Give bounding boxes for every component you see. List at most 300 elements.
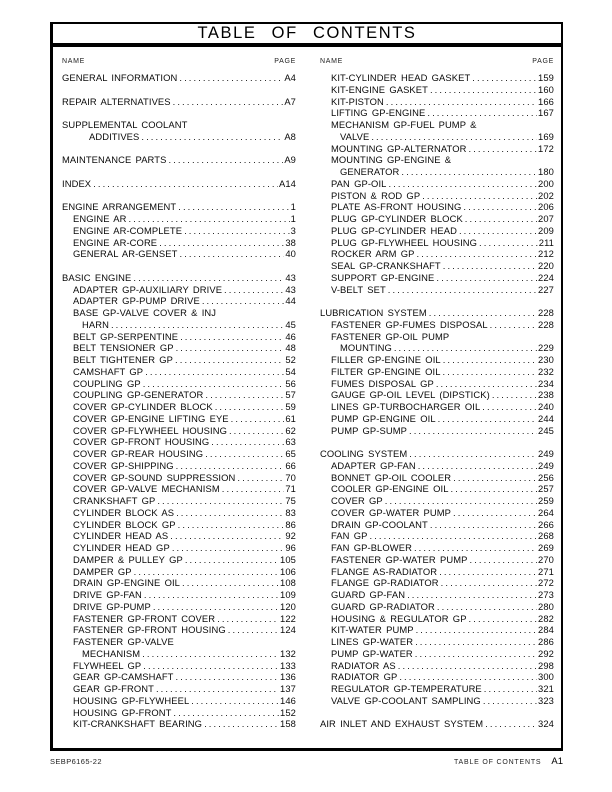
toc-entry-page: A9 <box>284 154 296 166</box>
toc-entry-page: 152 <box>280 706 296 718</box>
toc-entry-page: 257 <box>538 483 554 495</box>
toc-entry-label: HARN <box>82 318 109 330</box>
toc-entry <box>62 624 296 636</box>
toc-leader <box>422 190 537 201</box>
toc-entry-label: BASIC ENGINE <box>62 271 132 283</box>
toc-leader <box>133 272 284 283</box>
toc-entry-label: RADIATOR GP <box>331 671 398 683</box>
toc-entry-label: MECHANISM <box>82 647 141 659</box>
toc-entry-page: 238 <box>538 389 554 401</box>
toc-entry-label: AIR INLET AND EXHAUST SYSTEM <box>320 718 484 730</box>
toc-entry <box>320 213 554 225</box>
toc-entry-label: COVER GP-CYLINDER BLOCK <box>73 401 213 412</box>
toc-entry-page: 245 <box>538 424 554 436</box>
toc-entry-label: PLUG GP-CYLINDER BLOCK <box>331 213 463 224</box>
toc-leader <box>202 295 285 306</box>
toc-entry <box>62 577 296 589</box>
toc-entry-page: 54 <box>285 365 296 377</box>
toc-leader <box>416 624 537 635</box>
toc-entry <box>320 272 554 284</box>
toc-leader <box>211 436 284 447</box>
toc-entry <box>320 143 554 155</box>
toc-entry-page: 40 <box>285 248 296 260</box>
toc-entry-label: MECHANISM GP-FUEL PUMP & <box>331 119 477 130</box>
toc-leader <box>479 237 538 248</box>
toc-entry-label: ENGINE ARRANGEMENT <box>62 201 177 213</box>
toc-entry-label: COOLING SYSTEM <box>320 448 408 459</box>
toc-entry <box>320 542 554 554</box>
toc-entry-page: 62 <box>285 424 296 436</box>
footer-page-number: A1 <box>551 756 563 767</box>
toc-entry <box>62 683 296 695</box>
toc-entry-label: RADIATOR AS <box>331 659 396 671</box>
toc-leader <box>141 131 283 142</box>
toc-entry-label: FLYWHEEL GP <box>73 659 142 671</box>
toc-entry-label: GENERAL INFORMATION <box>62 72 178 83</box>
toc-entry-page: 266 <box>538 518 554 530</box>
toc-entry <box>62 378 296 390</box>
toc-leader <box>175 354 284 365</box>
toc-entry-page: 264 <box>538 506 554 518</box>
toc-entry-label: COVER GP-SHIPPING <box>73 459 174 471</box>
toc-entry-page: 169 <box>538 130 554 142</box>
toc-entry <box>62 131 296 143</box>
toc-entry <box>320 613 554 625</box>
toc-entry-page: 96 <box>285 542 296 553</box>
page-footer <box>50 756 563 767</box>
toc-entry-page: 133 <box>280 659 296 671</box>
toc-entry <box>62 401 296 413</box>
toc-entry <box>62 483 296 495</box>
toc-entry <box>320 201 554 213</box>
toc-entry <box>62 178 296 190</box>
toc-entry-page: 292 <box>538 647 554 659</box>
toc-entry-label: CYLINDER HEAD GP <box>73 542 170 553</box>
toc-entry <box>62 601 296 613</box>
toc-leader <box>178 201 289 212</box>
toc-entry <box>320 284 554 296</box>
toc-leader <box>443 260 537 271</box>
toc-leader <box>441 577 537 588</box>
toc-entry-label: SUPPLEMENTAL COOLANT <box>62 119 188 130</box>
toc-entry-label: FLANGE GP-RADIATOR <box>331 577 439 589</box>
toc-leader <box>369 530 537 541</box>
toc-entry <box>62 589 296 601</box>
column-header-row-right <box>320 58 554 65</box>
toc-leader <box>191 695 279 706</box>
toc-entry-label: ADAPTER GP-PUMP DRIVE <box>73 295 200 307</box>
toc-rows-right <box>320 72 554 730</box>
toc-entry-page: 61 <box>285 412 296 424</box>
footer-right <box>454 756 563 767</box>
toc-entry-page: 244 <box>538 412 554 424</box>
toc-entry <box>62 284 296 296</box>
footer-label: TABLE OF CONTENTS <box>454 759 542 766</box>
toc-leader <box>415 636 537 647</box>
toc-entry <box>62 519 296 531</box>
toc-entry-page: 271 <box>538 565 554 577</box>
toc-entry-page: 324 <box>538 718 554 730</box>
toc-entry <box>62 613 296 625</box>
toc-entry-label: COVER GP-FRONT HOUSING <box>73 436 210 448</box>
toc-entry-page: 108 <box>280 577 296 589</box>
toc-leader <box>228 624 279 635</box>
toc-entry-page: 160 <box>538 83 554 95</box>
toc-entry-label: FASTENER GP-FRONT HOUSING <box>73 624 226 636</box>
toc-entry-label: COUPLING GP-GENERATOR <box>73 389 204 401</box>
toc-spacer <box>62 190 296 202</box>
toc-entry-label: FASTENER GP-FUMES DISPOSAL <box>331 318 488 330</box>
toc-entry-label: COOLER GP-ENGINE OIL <box>331 483 449 495</box>
toc-entry <box>62 342 296 354</box>
toc-entry-label: DAMPER & PULLEY GP <box>73 553 183 565</box>
toc-entry-label: COVER GP-FLYWHEEL HOUSING <box>73 424 227 436</box>
toc-entry <box>320 413 554 425</box>
toc-entry <box>320 354 554 366</box>
toc-leader <box>394 342 537 353</box>
toc-title-box <box>50 22 563 45</box>
toc-entry-label: SUPPORT GP-ENGINE <box>331 271 435 283</box>
toc-entry-label: COVER GP <box>331 495 383 506</box>
toc-entry-label: GEAR GP-CAMSHAFT <box>73 671 174 683</box>
toc-entry-page: 136 <box>280 671 296 683</box>
toc-leader <box>484 683 537 694</box>
toc-entry-page: A14 <box>279 177 296 189</box>
toc-entry-page: 1 <box>290 213 296 224</box>
toc-entry <box>62 671 296 683</box>
toc-entry-label: HOUSING GP-FLYWHEEL <box>73 694 190 706</box>
toc-entry-page: 232 <box>538 365 554 377</box>
toc-entry-page: A4 <box>284 72 296 83</box>
toc-entry-page: 46 <box>285 330 296 342</box>
toc-entry-page: 321 <box>538 683 554 694</box>
toc-leader <box>111 319 284 330</box>
toc-leader <box>443 354 537 365</box>
toc-entry <box>62 201 296 213</box>
toc-entry <box>320 389 554 401</box>
toc-leader <box>436 378 537 389</box>
toc-entry <box>62 213 296 225</box>
toc-leader <box>143 660 279 671</box>
toc-entry <box>320 237 554 249</box>
toc-leader <box>157 495 284 506</box>
toc-leader <box>144 589 279 600</box>
toc-leader <box>229 425 284 436</box>
toc-entry <box>62 507 296 519</box>
toc-leader <box>388 284 537 295</box>
toc-entry-label: ENGINE AR-CORE <box>73 236 158 248</box>
toc-entry <box>320 342 554 354</box>
toc-entry <box>320 307 554 319</box>
toc-entry-page: 56 <box>285 377 296 389</box>
toc-entry-label: FASTENER GP-VALVE <box>73 636 174 647</box>
toc-leader <box>134 566 279 577</box>
toc-entry <box>320 472 554 484</box>
toc-entry <box>320 601 554 613</box>
toc-entry <box>62 660 296 672</box>
toc-entry-label: COVER GP-WATER PUMP <box>331 506 452 518</box>
toc-leader <box>179 248 284 259</box>
toc-entry-page: 230 <box>538 354 554 365</box>
toc-entry-page: 159 <box>538 72 554 83</box>
toc-entry <box>62 695 296 707</box>
toc-entry-label: V-BELT SET <box>331 283 386 295</box>
toc-entry <box>62 460 296 472</box>
toc-entry <box>320 577 554 589</box>
toc-entry <box>320 319 554 331</box>
toc-leader <box>430 519 537 530</box>
toc-entry-label: INDEX <box>62 177 92 189</box>
toc-entry-page: 1 <box>290 201 296 213</box>
toc-entry-label: MOUNTING GP-ALTERNATOR <box>331 142 467 154</box>
toc-entry-label: CYLINDER BLOCK GP <box>73 518 176 530</box>
toc-entry-page: 57 <box>285 389 296 401</box>
toc-entry-label: LIFTING GP-ENGINE <box>331 107 426 119</box>
toc-entry-label: FAN GP-BLOWER <box>331 542 412 553</box>
toc-entry <box>320 483 554 495</box>
toc-entry-page: 259 <box>538 495 554 506</box>
toc-entry-label: HOUSING & REGULATOR GP <box>331 612 467 624</box>
toc-entry <box>62 119 296 131</box>
toc-leader <box>170 530 284 541</box>
toc-leader <box>176 671 280 682</box>
toc-leader <box>185 554 279 565</box>
toc-entry-label: GENERAL AR-GENSET <box>73 248 178 260</box>
toc-entry-page: 228 <box>538 307 554 318</box>
toc-entry-label: GUARD GP-FAN <box>331 589 406 600</box>
toc-leader <box>222 483 285 494</box>
toc-leader <box>430 84 537 95</box>
toc-leader <box>180 331 284 342</box>
toc-spacer <box>320 436 554 448</box>
toc-leader <box>465 213 537 224</box>
toc-leader <box>168 154 283 165</box>
toc-entry <box>62 248 296 260</box>
toc-entry-label: CYLINDER HEAD AS <box>73 530 169 542</box>
toc-entry <box>320 636 554 648</box>
toc-entry-page: 280 <box>538 600 554 612</box>
toc-entry-page: 249 <box>538 459 554 471</box>
toc-column-right <box>320 55 554 748</box>
toc-entry-label: DRIVE GP-PUMP <box>73 600 151 612</box>
toc-entry-label: COVER GP-ENGINE LIFTING EYE <box>73 412 229 424</box>
toc-entry <box>320 718 554 730</box>
toc-entry-label: ADAPTER GP-FAN <box>331 459 416 471</box>
toc-entry-page: 206 <box>538 201 554 213</box>
toc-entry-page: 270 <box>538 553 554 565</box>
toc-leader <box>205 448 284 459</box>
toc-entry <box>62 389 296 401</box>
toc-leader <box>231 413 285 424</box>
toc-entry-label: FAN GP <box>331 530 368 542</box>
toc-entry <box>320 131 554 143</box>
toc-leader <box>429 307 537 318</box>
toc-leader <box>178 519 285 530</box>
toc-entry <box>62 237 296 249</box>
toc-entry <box>62 425 296 437</box>
toc-leader <box>492 389 537 400</box>
toc-entry <box>62 295 296 307</box>
toc-entry-label: CAMSHAFT GP <box>73 365 144 377</box>
toc-leader <box>443 366 538 377</box>
page-title: TABLE OF CONTENTS <box>197 24 417 42</box>
toc-entry <box>320 519 554 531</box>
toc-leader <box>388 178 537 189</box>
toc-leader <box>407 589 537 600</box>
toc-entry-label: FUMES DISPOSAL GP <box>331 377 434 389</box>
toc-entry-page: 48 <box>285 342 296 354</box>
toc-entry-page: 106 <box>280 565 296 577</box>
toc-entry <box>320 166 554 178</box>
toc-spacer <box>62 143 296 155</box>
toc-entry-page: 137 <box>280 683 296 694</box>
toc-entry-page: 200 <box>538 177 554 189</box>
toc-entry-page: 65 <box>285 448 296 459</box>
toc-leader <box>459 225 537 236</box>
toc-leader <box>399 671 537 682</box>
toc-entry-page: 120 <box>280 600 296 612</box>
toc-leader <box>156 683 279 694</box>
toc-entry <box>62 707 296 719</box>
toc-spacer <box>62 84 296 96</box>
toc-entry-label: COVER GP-REAR HOUSING <box>73 448 204 459</box>
toc-entry-label: VALVE GP-COOLANT SAMPLING <box>331 694 481 706</box>
toc-leader <box>176 460 285 471</box>
toc-entry-page: 44 <box>285 295 296 307</box>
toc-entry-label: ROCKER ARM GP <box>331 248 415 260</box>
toc-entry <box>320 448 554 460</box>
toc-entry <box>320 72 554 84</box>
toc-leader <box>153 601 279 612</box>
toc-entry <box>62 331 296 343</box>
toc-entry <box>320 190 554 202</box>
toc-entry <box>320 530 554 542</box>
toc-leader <box>483 695 537 706</box>
toc-entry-page: 109 <box>280 589 296 600</box>
toc-entry <box>320 495 554 507</box>
toc-entry-label: FASTENER GP-WATER PUMP <box>331 553 468 565</box>
toc-entry-page: 105 <box>280 553 296 565</box>
toc-entry <box>320 260 554 272</box>
toc-leader <box>386 96 537 107</box>
toc-entry-page: 207 <box>538 213 554 224</box>
toc-entry-page: 83 <box>285 506 296 518</box>
column-header-page: PAGE <box>274 58 296 65</box>
toc-entry <box>62 366 296 378</box>
toc-entry-page: 122 <box>280 612 296 624</box>
toc-entry-label: BONNET GP-OIL COOLER <box>331 471 452 483</box>
toc-entry-label: GUARD GP-RADIATOR <box>331 600 435 612</box>
toc-entry-label: ENGINE AR-COMPLETE <box>73 224 183 236</box>
toc-entry <box>62 472 296 484</box>
toc-entry-label: CRANKSHAFT GP <box>73 495 156 506</box>
toc-entry-page: 43 <box>285 271 296 283</box>
toc-leader <box>176 342 285 353</box>
toc-entry-label: COVER GP-SOUND SUPPRESSION <box>73 471 236 483</box>
toc-entry-page: 146 <box>280 694 296 706</box>
toc-spacer <box>320 295 554 307</box>
toc-entry <box>62 319 296 331</box>
toc-entry <box>320 366 554 378</box>
toc-entry-label: KIT-WATER PUMP <box>331 624 414 636</box>
toc-entry-label: FILTER GP-ENGINE OIL <box>331 365 441 377</box>
toc-entry <box>320 660 554 672</box>
toc-leader <box>385 495 537 506</box>
toc-entry <box>320 460 554 472</box>
toc-entry-label: PLATE AS-FRONT HOUSING <box>331 201 462 213</box>
toc-entry <box>62 154 296 166</box>
toc-entry-page: 227 <box>538 283 554 295</box>
toc-leader <box>409 425 537 436</box>
toc-entry-label: BELT GP-SERPENTINE <box>73 330 179 342</box>
toc-leader <box>468 143 537 154</box>
toc-leader <box>485 718 537 729</box>
toc-entry <box>62 72 296 84</box>
toc-entry <box>62 542 296 554</box>
toc-entry-page: 220 <box>538 260 554 271</box>
toc-leader <box>439 566 537 577</box>
toc-leader <box>490 319 537 330</box>
toc-entry-page: 167 <box>538 107 554 119</box>
toc-entry-label: PLUG GP-FLYWHEEL HOUSING <box>331 236 478 248</box>
toc-entry-page: A8 <box>284 130 296 142</box>
toc-entry <box>320 225 554 237</box>
toc-entry-page: 209 <box>538 224 554 236</box>
toc-leader <box>401 166 537 177</box>
toc-entry-page: 323 <box>538 694 554 706</box>
toc-leader <box>451 483 538 494</box>
footer-doc-number: SEBP6165-22 <box>50 757 102 766</box>
toc-entry <box>320 624 554 636</box>
toc-leader <box>453 507 537 518</box>
toc-entry-label: FASTENER GP-OIL PUMP <box>331 330 450 342</box>
toc-entry-page: 228 <box>538 318 554 330</box>
toc-entry-page: 286 <box>538 636 554 647</box>
toc-entry <box>320 154 554 166</box>
toc-entry-label: KIT-ENGINE GASKET <box>331 83 428 95</box>
toc-leader <box>128 213 289 224</box>
toc-entry-label: SEAL GP-CRANKSHAFT <box>331 260 441 271</box>
toc-entry <box>62 413 296 425</box>
toc-entry-page: 3 <box>290 224 296 236</box>
toc-entry-label: FILLER GP-ENGINE OIL <box>331 354 441 365</box>
toc-entry-page: 132 <box>280 647 296 659</box>
toc-entry-page: 249 <box>538 448 554 459</box>
toc-entry-label: DRAIN GP-ENGINE OIL <box>73 577 180 589</box>
toc-entry-label: GAUGE GP-OIL LEVEL (DIPSTICK) <box>331 389 490 401</box>
toc-entry <box>62 354 296 366</box>
toc-entry-page: 284 <box>538 624 554 636</box>
toc-entry-label: LUBRICATION SYSTEM <box>320 307 427 318</box>
toc-leader <box>176 507 284 518</box>
toc-entry-label: MOUNTING GP-ENGINE & <box>331 154 452 166</box>
toc-entry-label: PUMP GP-WATER <box>331 647 413 659</box>
toc-leader <box>371 131 537 142</box>
toc-entry-page: 59 <box>285 401 296 412</box>
toc-entry <box>62 307 296 319</box>
toc-leader <box>469 554 537 565</box>
toc-entry-page: 92 <box>285 530 296 542</box>
toc-entry <box>62 566 296 578</box>
toc-entry <box>320 683 554 695</box>
toc-entry-page: 240 <box>538 401 554 412</box>
toc-entry <box>320 648 554 660</box>
toc-entry-label: BASE GP-VALVE COVER & INJ <box>73 307 217 318</box>
toc-entry-label: PUMP GP-SUMP <box>331 424 407 436</box>
toc-entry <box>320 507 554 519</box>
toc-leader <box>93 178 278 189</box>
toc-leader <box>217 613 279 624</box>
